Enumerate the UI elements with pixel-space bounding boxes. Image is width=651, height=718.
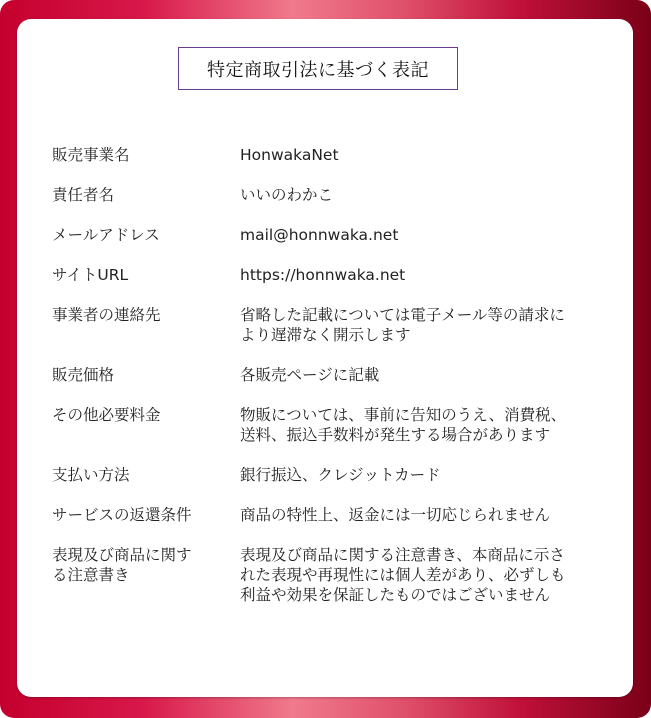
row-value: HonwakaNet bbox=[240, 146, 339, 164]
content-card bbox=[17, 19, 633, 697]
row-value: 商品の特性上、返金には一切応じられません bbox=[240, 506, 551, 524]
row-label: 販売事業名 bbox=[52, 146, 130, 164]
row-label: 表現及び商品に関す る注意書き bbox=[52, 546, 192, 584]
table-row bbox=[52, 225, 612, 245]
email-value: mail@honnwaka.net bbox=[240, 226, 399, 244]
table-row bbox=[52, 365, 612, 385]
row-label: サイトURL bbox=[52, 266, 129, 284]
row-label: その他必要料金 bbox=[52, 406, 161, 424]
table-row bbox=[52, 465, 612, 485]
row-value: いいのわかこ bbox=[240, 186, 334, 204]
table-row bbox=[52, 545, 612, 605]
row-label: 販売価格 bbox=[52, 366, 115, 384]
row-value: 表現及び商品に関する注意書き、本商品に示さ れた表現や再現性には個人差があり、必ずしも 利益や効果を保証したものではございません bbox=[240, 546, 566, 604]
row-label: メールアドレス bbox=[52, 226, 160, 244]
site-url-value: https://honnwaka.net bbox=[240, 266, 406, 284]
info-table bbox=[52, 145, 612, 625]
table-row bbox=[52, 305, 612, 345]
row-label: サービスの返還条件 bbox=[52, 506, 192, 524]
row-value: 銀行振込、クレジットカード bbox=[240, 466, 441, 484]
row-value: 物販については、事前に告知のうえ、消費税、 送料、振込手数料が発生する場合があります bbox=[240, 406, 567, 444]
table-row bbox=[52, 145, 612, 165]
row-label: 事業者の連絡先 bbox=[52, 306, 161, 324]
row-value: 省略した記載については電子メール等の請求に より遅滞なく開示します bbox=[240, 306, 565, 344]
page-title: 特定商取引法に基づく表記 bbox=[178, 47, 458, 90]
table-row bbox=[52, 405, 612, 445]
table-row bbox=[52, 185, 612, 205]
row-value: 各販売ページに記載 bbox=[240, 366, 380, 384]
row-label: 責任者名 bbox=[52, 186, 115, 204]
row-label: 支払い方法 bbox=[52, 466, 130, 484]
table-row bbox=[52, 505, 612, 525]
table-row bbox=[52, 265, 612, 285]
